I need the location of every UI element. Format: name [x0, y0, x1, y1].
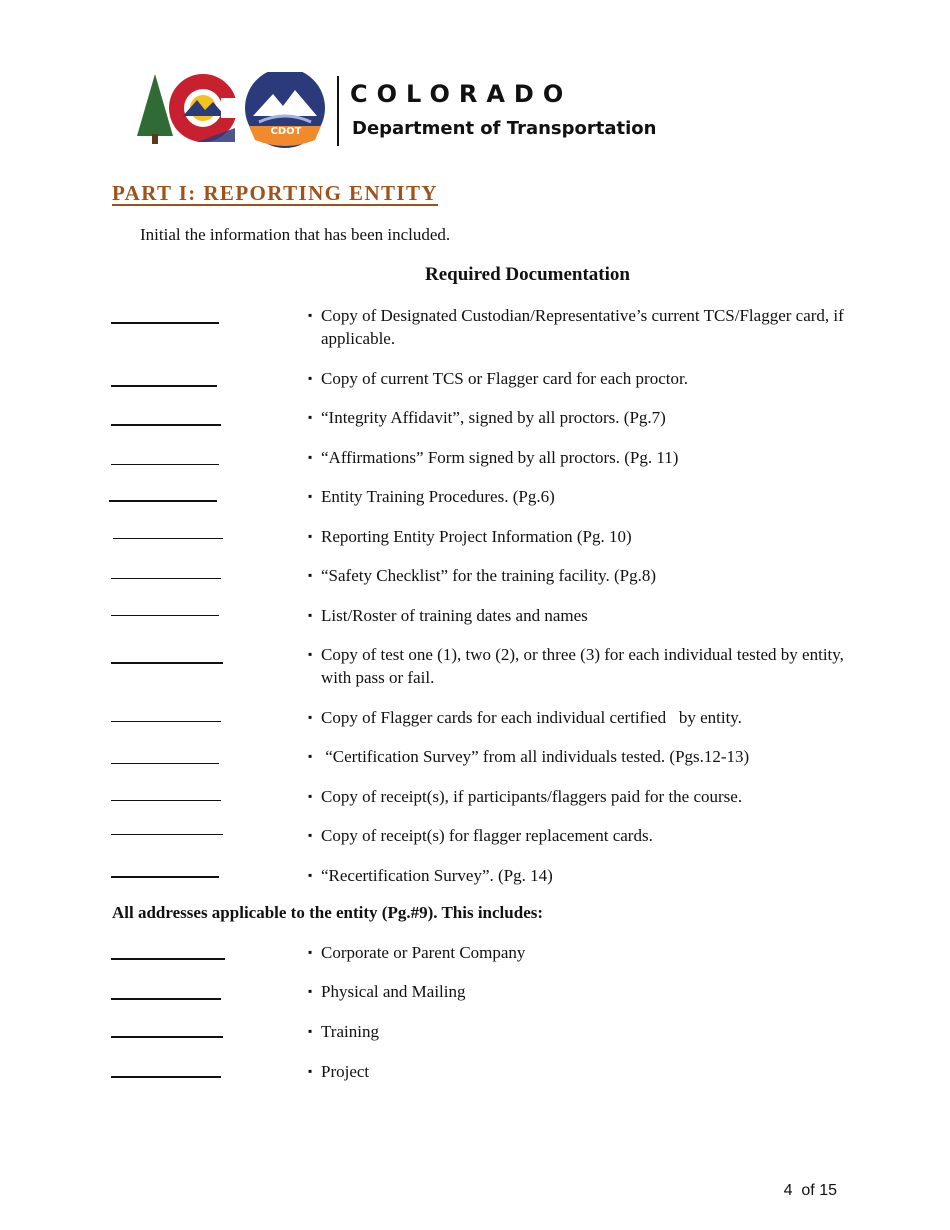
doc-item-text: Copy of current TCS or Flagger card for each proctor.	[321, 369, 688, 388]
bullet-icon: ▪	[308, 489, 313, 503]
address-item-text: Project	[321, 1062, 370, 1081]
doc-item-text: List/Roster of training dates and names	[321, 606, 588, 625]
doc-item	[308, 485, 848, 508]
bullet-icon: ▪	[308, 529, 313, 543]
initial-blank[interactable]	[111, 424, 221, 426]
doc-item	[308, 706, 848, 729]
initial-blank[interactable]	[111, 998, 221, 1000]
current-page: 4	[783, 1182, 793, 1199]
bullet-icon: ▪	[308, 868, 313, 882]
of-label: of	[801, 1182, 815, 1199]
doc-item	[308, 367, 848, 390]
department-name: Department of Transportation	[352, 118, 657, 139]
initial-blank[interactable]	[111, 615, 219, 616]
doc-item-text: “Safety Checklist” for the training facility. (Pg.8)	[321, 566, 657, 585]
logo-badge-text: CDOT	[270, 126, 302, 137]
doc-item-text: “Integrity Affidavit”, signed by all proctors. (Pg.7)	[321, 408, 666, 427]
part-heading: PART I: REPORTING ENTITY	[112, 181, 438, 205]
doc-item-text: Entity Training Procedures. (Pg.6)	[321, 487, 555, 506]
initial-blank[interactable]	[111, 958, 225, 960]
initial-blank[interactable]	[111, 763, 219, 764]
doc-item	[308, 304, 848, 350]
bullet-icon: ▪	[308, 1064, 313, 1078]
doc-item-text: “Recertification Survey”. (Pg. 14)	[321, 866, 553, 885]
initial-blank[interactable]	[111, 800, 221, 801]
bullet-icon: ▪	[308, 1024, 313, 1038]
addresses-heading: All addresses applicable to the entity (Pg.#9). This includes:	[112, 903, 544, 922]
doc-item	[308, 525, 848, 548]
address-item	[308, 1020, 848, 1043]
initial-blank[interactable]	[111, 876, 219, 878]
doc-item-text: “Affirmations” Form signed by all proctors. (Pg. 11)	[321, 448, 679, 467]
logo-divider	[337, 76, 339, 146]
initial-blank[interactable]	[111, 1036, 223, 1038]
bullet-icon: ▪	[308, 984, 313, 998]
doc-item-text: Copy of test one (1), two (2), or three (3) for each individual tested by entity, with pass or fail.	[321, 645, 844, 687]
doc-item	[308, 785, 848, 808]
initial-blank[interactable]	[111, 834, 223, 835]
initial-blank[interactable]	[111, 464, 219, 465]
bullet-icon: ▪	[308, 647, 313, 661]
doc-item-text: Copy of Flagger cards for each individual certified by entity.	[321, 708, 742, 727]
bullet-icon: ▪	[308, 710, 313, 724]
doc-item	[308, 564, 848, 587]
bullet-icon: ▪	[308, 371, 313, 385]
doc-item-text: “Certification Survey” from all individuals tested. (Pgs.12-13)	[321, 747, 750, 766]
address-item-text: Physical and Mailing	[321, 982, 466, 1001]
bullet-icon: ▪	[308, 568, 313, 582]
doc-item-text: Reporting Entity Project Information (Pg. 10)	[321, 527, 632, 546]
bullet-icon: ▪	[308, 945, 313, 959]
initial-blank[interactable]	[111, 578, 221, 579]
page-number	[784, 1182, 837, 1200]
bullet-icon: ▪	[308, 450, 313, 464]
doc-item	[308, 864, 848, 887]
doc-item-text: Copy of receipt(s), if participants/flaggers paid for the course.	[321, 787, 743, 806]
bullet-icon: ▪	[308, 608, 313, 622]
intro-text: Initial the information that has been included.	[140, 225, 451, 244]
bullet-icon: ▪	[308, 789, 313, 803]
initial-blank[interactable]	[113, 538, 223, 539]
address-item	[308, 941, 848, 964]
doc-item	[308, 446, 848, 469]
initial-blank[interactable]	[111, 322, 219, 324]
bullet-icon: ▪	[308, 308, 313, 322]
org-name: COLORADO	[350, 80, 573, 108]
doc-item	[308, 643, 848, 689]
initial-blank[interactable]	[111, 721, 221, 722]
doc-item-text: Copy of receipt(s) for flagger replacement cards.	[321, 826, 653, 845]
initial-blank[interactable]	[111, 385, 217, 387]
bullet-icon: ▪	[308, 828, 313, 842]
initial-blank[interactable]	[111, 1076, 221, 1078]
address-item	[308, 1060, 848, 1083]
doc-item	[308, 824, 848, 847]
initial-blank[interactable]	[109, 500, 217, 502]
required-documentation-heading: Required Documentation	[425, 264, 630, 285]
total-pages: 15	[819, 1182, 837, 1199]
bullet-icon: ▪	[308, 749, 313, 763]
address-item-text: Training	[321, 1022, 379, 1041]
initial-blank[interactable]	[111, 662, 223, 664]
doc-item	[308, 604, 848, 627]
doc-item	[308, 745, 848, 768]
address-item-text: Corporate or Parent Company	[321, 943, 526, 962]
address-item	[308, 980, 848, 1003]
doc-item-text: Copy of Designated Custodian/Representative’s current TCS/Flagger card, if applicable.	[321, 306, 844, 348]
bullet-icon: ▪	[308, 410, 313, 424]
doc-item	[308, 406, 848, 429]
